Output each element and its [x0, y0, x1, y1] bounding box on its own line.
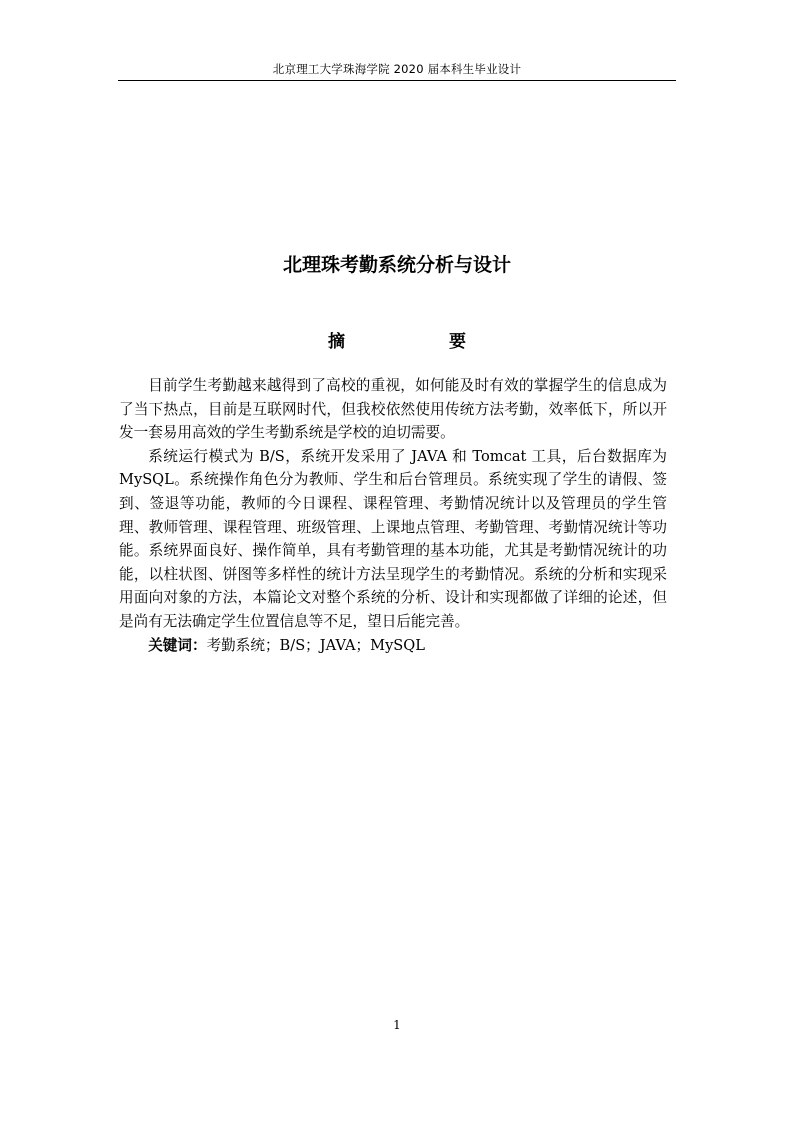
- abstract-body: [119, 374, 667, 657]
- keywords-label: 关键词：: [148, 636, 207, 654]
- abstract-paragraph-1: 目前学生考勤越来越得到了高校的重视，如何能及时有效的掌握学生的信息成为了当下热点，目前是互联网时代，但我校依然使用传统方法考勤，效率低下，所以开发一套易用高效的学生考勤系统是学校的迫切需要。: [119, 377, 667, 442]
- header-divider: [118, 80, 676, 81]
- page-number: 1: [393, 1018, 401, 1032]
- keywords-text: 考勤系统；B/S；JAVA；MySQL: [206, 636, 425, 654]
- abstract-heading: 摘 要: [328, 332, 498, 352]
- running-header: 北京理工大学珠海学院 2020 届本科生毕业设计: [272, 62, 522, 76]
- abstract-paragraph-2: 系统运行模式为 B/S，系统开发采用了 JAVA 和 Tomcat 工具，后台数据库为 MySQL。系统操作角色分为教师、学生和后台管理员。系统实现了学生的请假、签到、签退等功能，教师的今日课程、课程管理、考勤情况统计以及管理员的学生管理、教师管理、课程管理、班级管理、上课地点管理、考勤管理、考勤情况统计等功能。系统界面良好、操作简单，具有考勤管理的基本功能，尤其是考勤情况统计的功能，以柱状图、饼图等多样性的统计方法呈现学生的考勤情况。系统的分析和实现采用面向对象的方法，本篇论文对整个系统的分析、设计和实现都做了详细的论述，但是尚有无法确定学生位置信息等不足，望日后能完善。: [119, 447, 667, 630]
- document-title: 北理珠考勤系统分析与设计: [282, 254, 511, 276]
- keywords-line: [119, 634, 667, 658]
